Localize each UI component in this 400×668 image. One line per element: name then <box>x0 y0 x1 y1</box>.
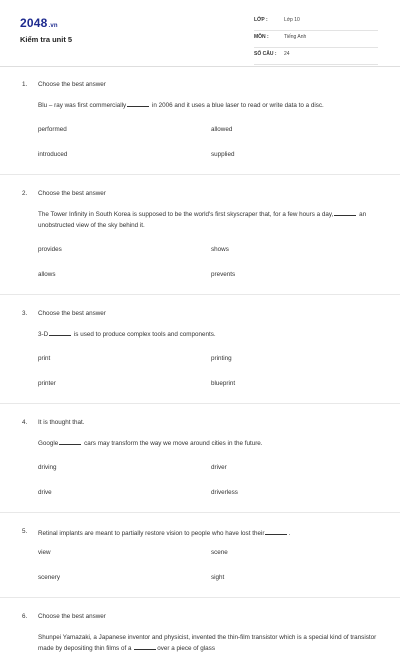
question-number: 4. <box>22 419 28 426</box>
answer-option[interactable]: supplied <box>211 151 235 158</box>
site-logo[interactable] <box>20 16 58 30</box>
question-4 <box>0 404 400 513</box>
question-stem <box>38 209 378 231</box>
stem-text-before: Shunpei Yamazaki, a Japanese inventor and physicist, invented the thin-film transistor which is a special kind of transistor made by depositing thin films of a <box>38 634 377 652</box>
answer-option[interactable]: provides <box>38 246 62 253</box>
answer-option[interactable]: shows <box>211 246 229 253</box>
answer-option[interactable]: sight <box>211 574 225 581</box>
answer-blank <box>334 209 356 216</box>
question-number: 2. <box>22 190 28 197</box>
answer-options <box>38 547 378 583</box>
prompt-text-before: Retinal implants are meant to partially restore vision to people who have lost their <box>38 530 265 537</box>
answer-option[interactable]: allowed <box>211 126 233 133</box>
stem-text-after: in 2006 and it uses a blue laser to read or write data to a disc. <box>151 102 324 109</box>
question-prompt: Choose the best answer <box>38 190 106 197</box>
stem-text-before: The Tower Infinity in South Korea is supposed to be the world's first skyscraper that, for a few hours a day, <box>38 211 334 218</box>
answer-option[interactable]: printer <box>38 380 56 387</box>
answer-option[interactable]: performed <box>38 126 67 133</box>
answer-option[interactable]: driverless <box>211 489 238 496</box>
exam-meta <box>254 14 378 65</box>
stem-text-after: an unobstructed view of the sky behind it. <box>38 211 367 229</box>
meta-class-label: LỚP : <box>254 17 268 23</box>
answer-option[interactable]: blueprint <box>211 380 236 387</box>
question-number: 6. <box>22 613 28 620</box>
logo-suffix: .vn <box>48 23 58 29</box>
question-1 <box>0 66 400 175</box>
answer-options <box>38 353 378 389</box>
answer-options <box>38 462 378 498</box>
answer-option[interactable]: allows <box>38 271 56 278</box>
meta-subject-row <box>254 31 378 48</box>
meta-count-row <box>254 48 378 65</box>
exam-header <box>0 0 400 67</box>
meta-class-row <box>254 14 378 31</box>
answer-blank <box>127 100 149 107</box>
question-list <box>0 66 400 668</box>
stem-text-after: is used to produce complex tools and components. <box>73 331 216 338</box>
answer-option[interactable]: scenery <box>38 574 61 581</box>
question-prompt <box>38 528 378 537</box>
stem-text-after: over a piece of glass <box>157 645 215 652</box>
exam-title: Kiểm tra unit 5 <box>20 35 73 44</box>
answer-option[interactable]: introduced <box>38 151 68 158</box>
question-prompt: Choose the best answer <box>38 613 106 620</box>
question-prompt: It is thought that. <box>38 419 85 426</box>
answer-blank <box>134 643 156 650</box>
answer-options <box>38 244 378 280</box>
answer-option[interactable]: scene <box>211 549 228 556</box>
answer-option[interactable]: driving <box>38 464 57 471</box>
stem-text-before: Blu – ray was first commercially <box>38 102 127 109</box>
answer-option[interactable]: view <box>38 549 51 556</box>
answer-option[interactable]: printing <box>211 355 232 362</box>
stem-text-before: Google <box>38 440 59 447</box>
question-stem <box>38 438 378 449</box>
stem-text-after: cars may transform the way we move around cities in the future. <box>84 440 263 447</box>
answer-blank <box>265 528 287 535</box>
meta-count-value: 24 <box>284 51 290 57</box>
question-number: 3. <box>22 310 28 317</box>
prompt-text-after: . <box>288 530 291 537</box>
question-prompt: Choose the best answer <box>38 81 106 88</box>
answer-blank <box>59 438 81 445</box>
answer-option[interactable]: print <box>38 355 51 362</box>
question-number: 5. <box>22 528 28 535</box>
question-stem <box>38 329 378 340</box>
question-3 <box>0 295 400 404</box>
answer-blank <box>49 329 71 336</box>
question-2 <box>0 175 400 295</box>
meta-subject-value: Tiếng Anh <box>284 34 307 40</box>
question-stem <box>38 632 378 654</box>
stem-text-before: 3-D <box>38 331 49 338</box>
logo-text: 2048 <box>20 16 48 30</box>
question-stem <box>38 100 378 111</box>
answer-options <box>38 124 378 160</box>
meta-count-label: SỐ CÂU : <box>254 51 277 57</box>
question-5 <box>0 513 400 598</box>
meta-subject-label: MÔN : <box>254 34 269 40</box>
question-6 <box>0 598 400 668</box>
question-number: 1. <box>22 81 28 88</box>
answer-option[interactable]: drive <box>38 489 52 496</box>
answer-option[interactable]: prevents <box>211 271 236 278</box>
answer-option[interactable]: driver <box>211 464 227 471</box>
question-prompt: Choose the best answer <box>38 310 106 317</box>
meta-class-value: Lớp 10 <box>284 17 300 23</box>
